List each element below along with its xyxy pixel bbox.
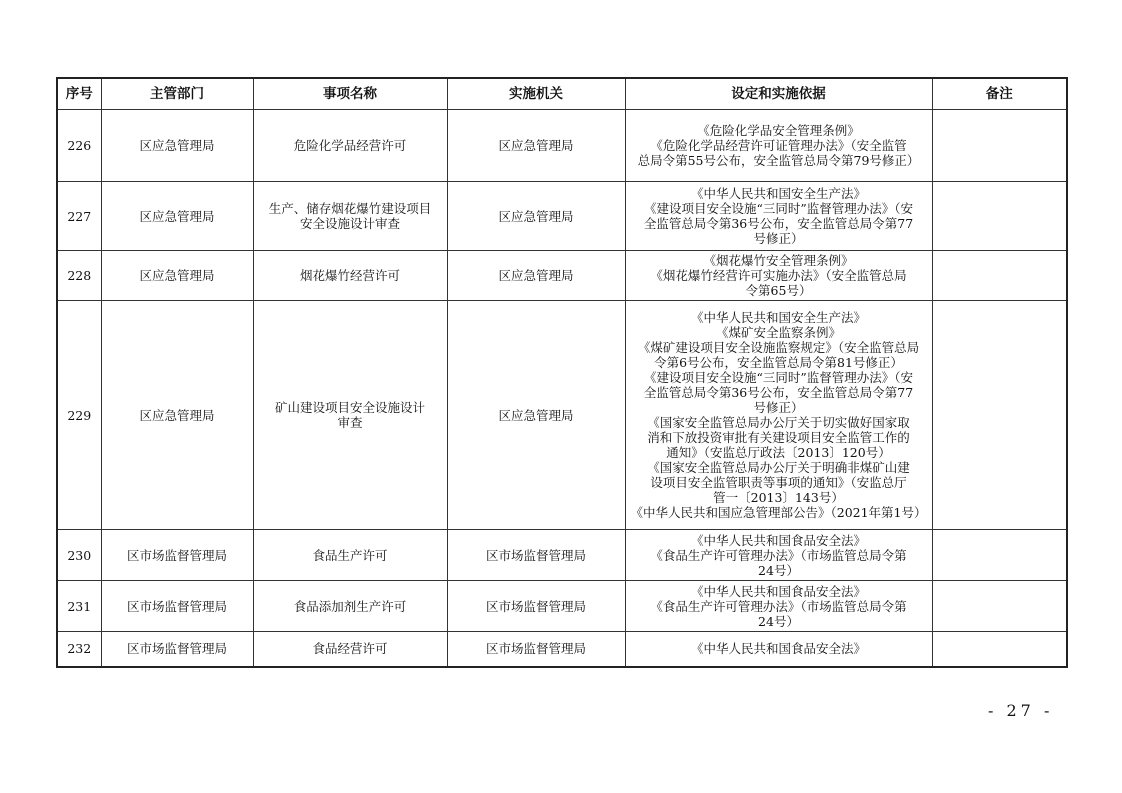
item-name-line: 烟花爆竹经营许可: [299, 268, 400, 283]
legal-basis-line: 号修正）: [753, 231, 804, 246]
legal-basis-line: 《国家安全监管总局办公厅关于明确非煤矿山建: [647, 460, 910, 475]
legal-basis-line: 号修正）: [753, 400, 804, 415]
cell-department: 区市场监督管理局: [101, 581, 253, 632]
cell-index: 229: [57, 301, 101, 530]
legal-basis-line: 令第6号公布，安全监管总局令第81号修正）: [654, 355, 903, 370]
table-row: [57, 632, 1067, 667]
legal-basis-line: 总局令第55号公布，安全监管总局令第79号修正）: [637, 153, 920, 168]
legal-basis-line: 《中华人民共和国安全生产法》: [690, 186, 866, 201]
legal-basis-line: 《建设项目安全设施“三同时”监督管理办法》（安: [643, 201, 914, 216]
cell-remarks: [932, 301, 1067, 530]
legal-basis-line: 《中华人民共和国食品安全法》: [690, 641, 866, 657]
cell-department: 区应急管理局: [101, 182, 253, 251]
cell-implementing-agency: 区应急管理局: [447, 182, 625, 251]
legal-basis-line: 《煤矿安全监察条例》: [715, 325, 841, 340]
item-name-line: 安全设施设计审查: [299, 216, 400, 231]
permit-table: [56, 77, 1068, 668]
cell-item-name: [253, 581, 447, 632]
legal-basis-line: 消和下放投资审批有关建设项目安全监管工作的: [647, 430, 910, 445]
cell-item-name: [253, 530, 447, 581]
table-row: [57, 182, 1067, 251]
cell-item-name: [253, 251, 447, 301]
legal-basis-line: 《中华人民共和国食品安全法》: [690, 532, 866, 548]
table-row: [57, 110, 1067, 182]
cell-legal-basis: [625, 632, 932, 667]
cell-implementing-agency: 区应急管理局: [447, 110, 625, 182]
legal-basis-line: 《烟花爆竹经营许可实施办法》（安全监管总局: [650, 268, 907, 283]
legal-basis-line: 《危险化学品经营许可证管理办法》（安全监管: [650, 138, 907, 153]
cell-index: 232: [57, 632, 101, 667]
item-name-line: 生产、储存烟花爆竹建设项目: [268, 201, 432, 216]
legal-basis-line: 《国家安全监管总局办公厅关于切实做好国家取: [647, 415, 910, 430]
header-implementing-agency: 实施机关: [447, 78, 625, 110]
cell-legal-basis: [625, 182, 932, 251]
item-name-line: 危险化学品经营许可: [293, 138, 407, 153]
cell-index: 230: [57, 530, 101, 581]
item-name-line: 食品生产许可: [312, 547, 388, 563]
cell-implementing-agency: 区市场监督管理局: [447, 581, 625, 632]
cell-legal-basis: [625, 110, 932, 182]
cell-department: 区应急管理局: [101, 251, 253, 301]
legal-basis-line: 《煤矿建设项目安全设施监察规定》（安全监管总局: [637, 340, 920, 355]
table-row: [57, 301, 1067, 530]
cell-legal-basis: [625, 301, 932, 530]
legal-basis-line: 24号）: [758, 562, 799, 578]
cell-index: 227: [57, 182, 101, 251]
cell-department: 区应急管理局: [101, 301, 253, 530]
item-name-line: 审查: [337, 415, 363, 430]
cell-remarks: [932, 110, 1067, 182]
cell-department: 区市场监督管理局: [101, 530, 253, 581]
cell-item-name: [253, 182, 447, 251]
cell-legal-basis: [625, 581, 932, 632]
cell-item-name: [253, 301, 447, 530]
legal-basis-line: 《中华人民共和国食品安全法》: [690, 583, 866, 599]
legal-basis-line: 通知》（安监总厅政法〔2013〕120号）: [666, 445, 891, 460]
cell-remarks: [932, 251, 1067, 301]
cell-index: 228: [57, 251, 101, 301]
item-name-line: 食品添加剂生产许可: [293, 598, 407, 614]
header-item-name: 事项名称: [253, 78, 447, 110]
cell-index: 226: [57, 110, 101, 182]
legal-basis-line: 《中华人民共和国应急管理部公告》（2021年第1号）: [630, 505, 927, 520]
legal-basis-line: 24号）: [758, 613, 799, 629]
legal-basis-line: 令第65号）: [745, 283, 812, 298]
header-index: 序号: [57, 78, 101, 110]
cell-implementing-agency: 区应急管理局: [447, 251, 625, 301]
item-name-line: 矿山建设项目安全设施设计: [274, 400, 425, 415]
legal-basis-line: 《食品生产许可管理办法》（市场监管总局令第: [650, 547, 907, 563]
cell-implementing-agency: 区市场监督管理局: [447, 530, 625, 581]
table-row: [57, 251, 1067, 301]
legal-basis-line: 《中华人民共和国安全生产法》: [690, 310, 866, 325]
cell-implementing-agency: 区应急管理局: [447, 301, 625, 530]
cell-implementing-agency: 区市场监督管理局: [447, 632, 625, 667]
header-remarks: 备注: [932, 78, 1067, 110]
cell-legal-basis: [625, 251, 932, 301]
table-row: [57, 530, 1067, 581]
legal-basis-line: 全监管总局令第36号公布，安全监管总局令第77: [643, 216, 914, 231]
item-name-line: 食品经营许可: [312, 641, 388, 657]
legal-basis-line: 全监管总局令第36号公布，安全监管总局令第77: [643, 385, 914, 400]
header-legal-basis: 设定和实施依据: [625, 78, 932, 110]
cell-department: 区市场监督管理局: [101, 632, 253, 667]
cell-remarks: [932, 530, 1067, 581]
legal-basis-line: 《食品生产许可管理办法》（市场监管总局令第: [650, 598, 907, 614]
cell-remarks: [932, 182, 1067, 251]
cell-department: 区应急管理局: [101, 110, 253, 182]
cell-index: 231: [57, 581, 101, 632]
cell-legal-basis: [625, 530, 932, 581]
cell-item-name: [253, 110, 447, 182]
legal-basis-line: 《建设项目安全设施“三同时”监督管理办法》（安: [643, 370, 914, 385]
cell-item-name: [253, 632, 447, 667]
legal-basis-line: 《危险化学品安全管理条例》: [697, 123, 860, 138]
header-department: 主管部门: [101, 78, 253, 110]
cell-remarks: [932, 581, 1067, 632]
page-number: - 27 -: [988, 701, 1054, 720]
legal-basis-line: 管一〔2013〕143号）: [713, 490, 844, 505]
table-row: [57, 581, 1067, 632]
table-header-row: [57, 78, 1067, 110]
legal-basis-line: 设项目安全监管职责等事项的通知》（安监总厅: [650, 475, 907, 490]
cell-remarks: [932, 632, 1067, 667]
legal-basis-line: 《烟花爆竹安全管理条例》: [703, 253, 854, 268]
